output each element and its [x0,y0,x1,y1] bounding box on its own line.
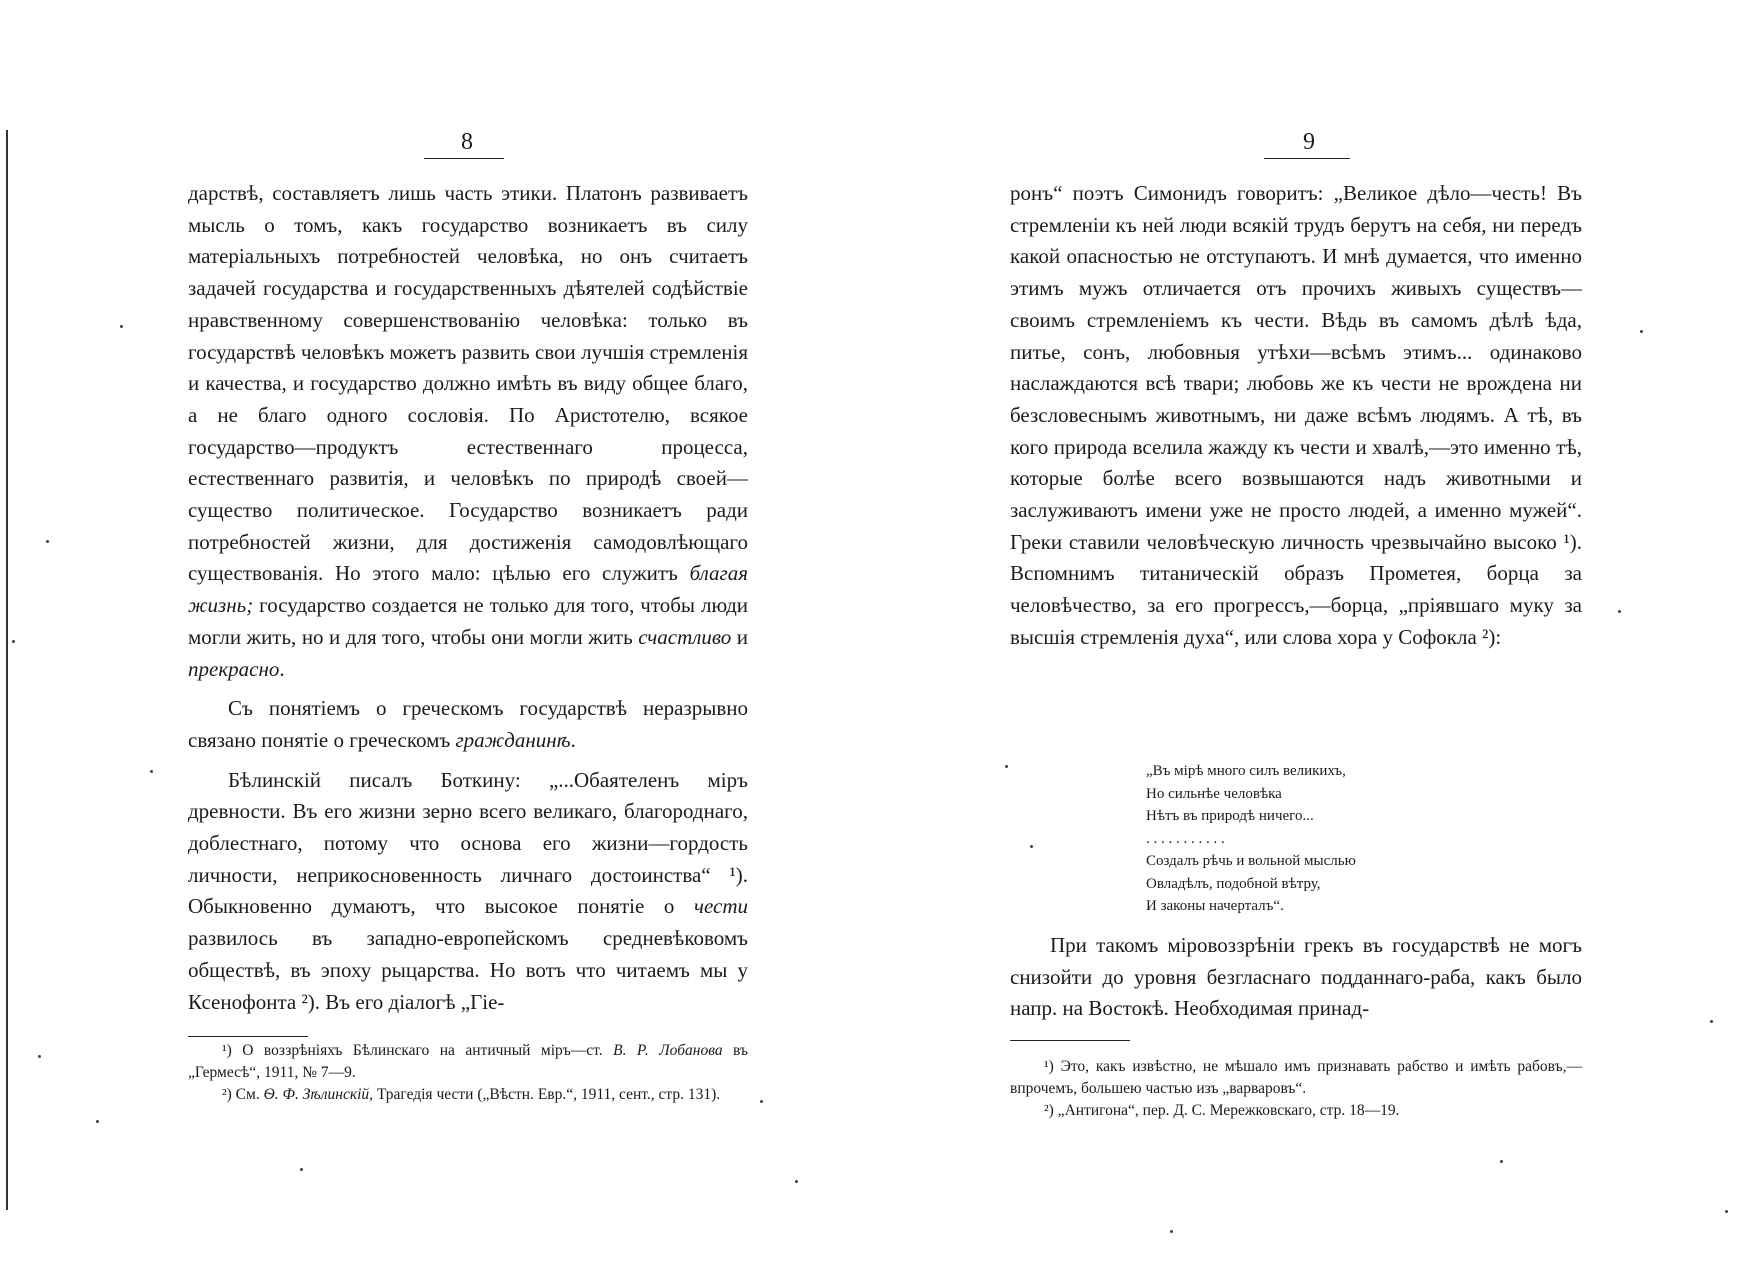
right-body-text [1010,178,1582,654]
scan-speck [795,1180,798,1183]
left-body-text [188,178,748,1018]
right-footnote-2: ²) „Антигона“, пер. Д. С. Мережковскаго, стр. 18—19. [1044,1102,1400,1119]
left-footnote-rule [188,1036,308,1037]
scan-speck [300,1168,303,1171]
right-after-poem-text [1010,930,1582,1025]
right-footnote-rule [1010,1040,1130,1041]
scan-speck [760,1100,763,1103]
right-page-number: 9 [1303,129,1315,155]
scan-speck [1618,610,1621,613]
left-p1-em1: благая жизнь; [188,561,749,618]
left-paragraph-2 [188,693,748,756]
left-footnote-1 [188,1040,748,1084]
right-page-number-rule [1264,158,1350,159]
poem-line: Овладѣлъ, подобной вѣтру, [1146,875,1321,892]
scan-speck [1030,845,1033,848]
scan-speck [150,770,153,773]
left-p2-text: Съ понятіемъ о греческомъ государствѣ неразрывно связано понятіе о греческомъ [188,696,748,752]
left-p3-text: Бѣлинскій писалъ Боткину: „...Обаятеленъ міръ древности. Въ его жизни зерно всего великаго, благороднаго, доблестнаго, потому что основа его жизни—гордость личности, неприкосновенность личнаго достоинства“ ¹). Обыкновенно думаютъ, что высокое понятіе о [188,767,748,919]
poem-line: Но сильнѣе человѣка [1146,785,1282,802]
left-footnote-2 [188,1084,748,1106]
left-fn1-a: ¹) О воззрѣніяхъ Бѣлинскаго на античный міръ—ст. [222,1042,614,1059]
left-p3-end: развилось въ западно-европейскомъ средневѣковомъ обществѣ, въ эпоху рыцарства. Но вотъ что читаемъ мы у Ксенофонта ²). Въ его діалогѣ „Гіе- [188,926,748,1014]
left-p3-em: чести [693,894,748,919]
left-page-number: 8 [461,129,473,155]
left-p2-end: . [570,727,576,752]
left-fn2-b: , Трагедія чести („Вѣстн. Евр.“, 1911, сент., стр. 131). [369,1086,721,1103]
left-p1-text: дарствѣ, составляетъ лишь часть этики. Платонъ развиваетъ мысль о томъ, какъ государство возникаетъ въ силу матеріальныхъ потребностей человѣка, но онъ считаетъ задачей государства и государственныхъ дѣятелей содѣйствіе нравственному совершенствованію человѣка: только въ государствѣ человѣкъ можетъ развить свои лучшія стремленія и качества, и государство должно имѣть въ виду общее благо, а не благо одного сословія. По Аристотелю, всякое государство—продуктъ естественнаго процесса, естественнаго развитія, и человѣкъ по природѣ своей—существо политическое. Государство возникаетъ ради потребностей жизни, для достиженія самодовлѣющаго существованія. Но этого мало: цѣлью его служитъ [188,181,748,586]
scan-speck [120,325,123,328]
left-paragraph-3 [188,765,748,1019]
left-p1-em3: прекрасно [188,656,280,681]
poem-line: И законы начерталъ“. [1146,898,1284,914]
scan-speck [1500,1160,1503,1163]
scan-speck [1710,1020,1713,1023]
right-footnote-1: ¹) Это, какъ извѣстно, не мѣшало имъ признавать рабство и имѣть рабовъ,—впрочемъ, большею частью изъ „варваровъ“. [1010,1058,1582,1097]
left-paragraph-1 [188,178,748,685]
scan-speck [38,1055,41,1058]
left-fn1-b: въ „Гермесѣ“, 1911, № 7—9. [188,1042,748,1081]
right-footnotes [1010,1056,1582,1122]
scan-speck [1170,1230,1173,1233]
left-p1-em2: счастливо [638,624,732,649]
poem-quote [1146,760,1356,918]
scan-speck [46,540,49,543]
left-footnotes [188,1040,748,1106]
scan-speck [1005,765,1008,768]
right-paragraph-1: ронъ“ поэтъ Симонидъ говоритъ: „Великое дѣло—честь! Въ стремленіи къ ней люди всякій трудъ берутъ на себя, ни передъ какой опасностью не отступаютъ. И мнѣ думается, что именно этимъ мужъ отличается отъ прочихъ живыхъ существъ—своимъ стремленіемъ къ чести. Вѣдь въ самомъ дѣлѣ ѣда, питье, сонъ, любовныя утѣхи—всѣмъ этимъ... одинаково наслаждаются всѣ твари; любовь же къ чести не врождена ни безсловеснымъ животнымъ, ни даже всѣмъ людямъ. А тѣ, въ кого природа вселила жажду къ чести и хвалѣ,—это именно тѣ, которые болѣе всего возвышаются надъ животными и заслуживаютъ имени уже не просто людей, а именно мужей“. Греки ставили человѣческую личность чрезвычайно высоко ¹). Вспомнимъ титаническій образъ Прометея, борца за человѣчество, за его прогрессъ,—борца, „пріявшаго муку за высшія стремленія духа“, или слова хора у Софокла ²): [1010,181,1582,649]
poem-line: Создалъ рѣчь и вольной мыслью [1146,853,1356,869]
left-page-number-rule [424,158,504,159]
left-p1-end: . [279,656,285,681]
right-paragraph-2: При такомъ міровоззрѣніи грекъ въ государствѣ не могъ снизойти до уровня безгласнаго подданнаго-раба, какъ было напр. на Востокѣ. Необходимая принад- [1010,933,1582,1021]
scan-speck [96,1120,99,1123]
left-fn1-em: В. Р. Лобанова [613,1042,723,1059]
poem-line: „Въ мірѣ много силъ великихъ, [1146,763,1346,779]
scan-edge-line [6,130,8,1210]
left-p1-and: и [731,624,748,649]
left-p2-em: гражданинѣ [455,727,571,752]
scan-speck [12,640,15,643]
scan-speck [1640,330,1643,333]
poem-line: Нѣтъ въ природѣ ничего... [1146,808,1314,824]
scan-speck [1725,1210,1728,1213]
left-fn2-a: ²) См. [222,1086,264,1103]
left-fn2-em: Ѳ. Ф. Зѣлинскій [263,1086,370,1103]
poem-ellipsis-line: . . . . . . . . . . . [1146,830,1225,847]
left-p1-mid: государство создается не только для того, чтобы люди могли жить, но и для того, чтобы они могли жить [188,593,748,649]
